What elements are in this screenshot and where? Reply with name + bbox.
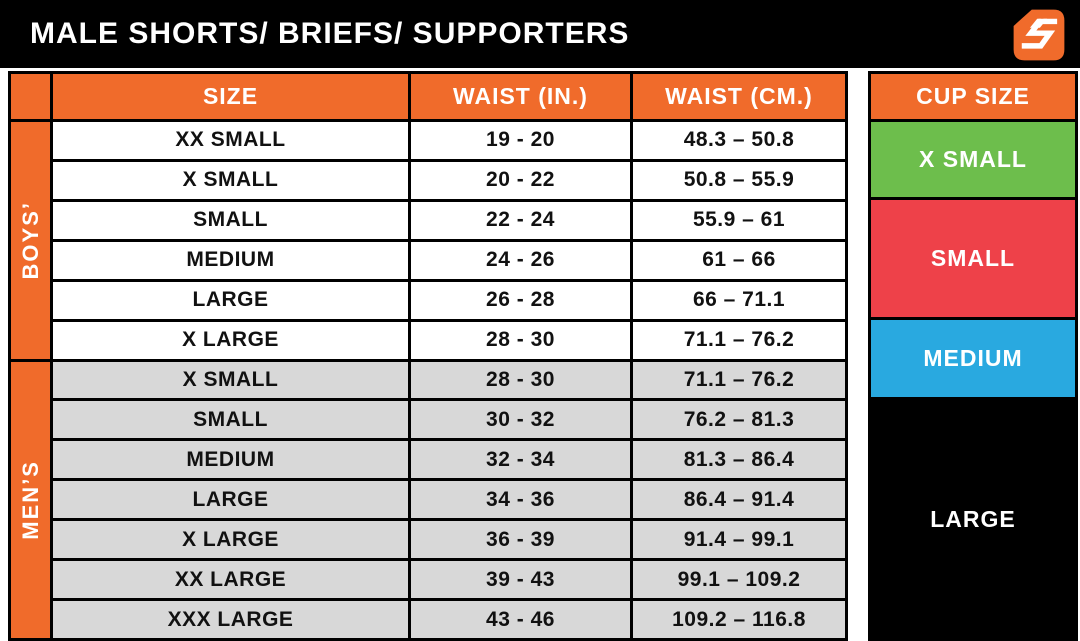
table-cell: SMALL (53, 401, 408, 438)
table-cell: X SMALL (53, 162, 408, 199)
table-cell: XX LARGE (53, 561, 408, 598)
table-cell: 28 - 30 (411, 322, 630, 359)
table-cell: 19 - 20 (411, 122, 630, 159)
group-label-mens-text: MEN’S (17, 459, 43, 540)
table-cell: 36 - 39 (411, 521, 630, 558)
cup-size-medium: MEDIUM (871, 320, 1075, 397)
table-cell: LARGE (53, 282, 408, 319)
page-title: MALE SHORTS/ BRIEFS/ SUPPORTERS (30, 17, 630, 50)
column-header-waist-in-label: WAIST (IN.) (453, 83, 588, 109)
group-label-boys (11, 122, 50, 359)
table-cell: 22 - 24 (411, 202, 630, 239)
column-header-size (53, 74, 408, 119)
table-cell: 24 - 26 (411, 242, 630, 279)
table-cell: 71.1 – 76.2 (633, 322, 845, 359)
header-corner-cell (11, 74, 50, 119)
table-cell: 76.2 – 81.3 (633, 401, 845, 438)
table-cell: 50.8 – 55.9 (633, 162, 845, 199)
group-label-boys-text: BOYS’ (17, 201, 43, 280)
table-cell: SMALL (53, 202, 408, 239)
table-cell: 26 - 28 (411, 282, 630, 319)
table-cell: X SMALL (53, 362, 408, 399)
column-header-waist-cm-label: WAIST (CM.) (665, 83, 813, 109)
group-label-mens (11, 362, 50, 638)
table-cell: MEDIUM (53, 242, 408, 279)
table-cell: 39 - 43 (411, 561, 630, 598)
table-cell: 86.4 – 91.4 (633, 481, 845, 518)
cup-size-small: SMALL (871, 200, 1075, 317)
table-cell: 61 – 66 (633, 242, 845, 279)
table-cell: 43 - 46 (411, 601, 630, 638)
title-band (0, 0, 1080, 68)
cup-size-panel (868, 71, 1078, 641)
table-cell: LARGE (53, 481, 408, 518)
size-table (8, 71, 848, 641)
table-cell: 66 – 71.1 (633, 282, 845, 319)
table-cell: 30 - 32 (411, 401, 630, 438)
table-cell: 48.3 – 50.8 (633, 122, 845, 159)
table-cell: X LARGE (53, 521, 408, 558)
table-cell: 109.2 – 116.8 (633, 601, 845, 638)
table-cell: 20 - 22 (411, 162, 630, 199)
table-cell: 32 - 34 (411, 441, 630, 478)
shock-doctor-logo-icon (1010, 6, 1068, 64)
table-cell: 99.1 – 109.2 (633, 561, 845, 598)
table-cell: X LARGE (53, 322, 408, 359)
column-header-size-label: SIZE (202, 83, 259, 109)
column-header-waist-cm (633, 74, 845, 119)
table-cell: 34 - 36 (411, 481, 630, 518)
table-cell: XX SMALL (53, 122, 408, 159)
table-cell: XXX LARGE (53, 601, 408, 638)
table-cell: 71.1 – 76.2 (633, 362, 845, 399)
table-cell: 55.9 – 61 (633, 202, 845, 239)
table-cell: 91.4 – 99.1 (633, 521, 845, 558)
cup-size-x-small: X SMALL (871, 122, 1075, 197)
table-cell: 28 - 30 (411, 362, 630, 399)
table-cell: 81.3 – 86.4 (633, 441, 845, 478)
table-cell: MEDIUM (53, 441, 408, 478)
cup-size-large: LARGE (871, 400, 1075, 638)
column-header-waist-in (411, 74, 630, 119)
cup-size-header: CUP SIZE (871, 74, 1075, 119)
